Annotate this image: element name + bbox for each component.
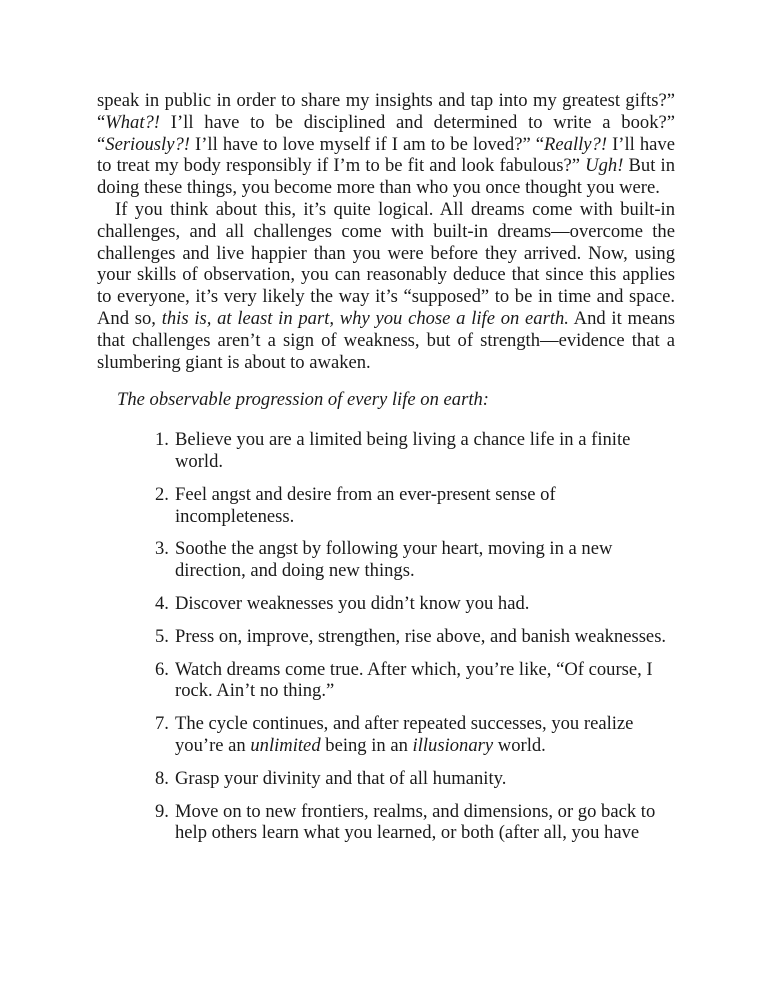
list-item <box>97 801 675 845</box>
list-number: 2. <box>155 483 169 505</box>
list-item <box>97 429 675 473</box>
text-run: speak in public in order to share my insights and tap into my greatest gifts?” “ <box>97 90 675 133</box>
list-item <box>97 538 675 582</box>
text-run: But in doing these things, you become more than who you once thought you were. <box>97 155 675 199</box>
list-number: 4. <box>155 592 169 614</box>
text-run: I’ll have to be disciplined and determined to write a book?” “ <box>97 111 675 155</box>
text-run: Feel angst and desire from an ever-present sense of incompleteness. <box>175 483 556 527</box>
italic-text: Really?! <box>544 133 608 155</box>
text-run: The cycle continues, and after repeated successes, you realize you’re an <box>175 713 634 756</box>
text-run: I’ll have to treat my body responsibly if I’m to be fit and look fabulous?” <box>97 133 675 177</box>
body-paragraph <box>97 199 675 373</box>
text-run: Discover weaknesses you didn’t know you had. <box>175 592 530 614</box>
text-run: Believe you are a limited being living a chance life in a finite world. <box>175 429 631 472</box>
italic-text: unlimited <box>250 734 321 756</box>
list-number: 6. <box>155 658 169 680</box>
list-number: 9. <box>155 800 169 822</box>
text-run: Watch dreams come true. After which, you’re like, “Of course, I rock. Ain’t no thing.” <box>175 658 653 702</box>
list-number: 8. <box>155 767 169 789</box>
list-item <box>97 768 675 790</box>
progression-list <box>97 429 675 844</box>
text-run: And it means that challenges aren’t a sign of weakness, but of strength—evidence that a slumbering giant is about to awaken. <box>97 307 676 373</box>
text-run: Move on to new frontiers, realms, and dimensions, or go back to help others learn what you learned, or both (after all, you have <box>175 800 656 844</box>
list-item <box>97 659 675 703</box>
list-item <box>97 626 675 648</box>
list-item <box>97 713 675 757</box>
italic-text: Ugh! <box>585 155 624 177</box>
list-item <box>97 484 675 528</box>
italic-text: Seriously?! <box>105 133 190 155</box>
text-run: I’ll have to love myself if I am to be loved?” “ <box>189 133 545 155</box>
list-number: 1. <box>155 429 169 451</box>
text-run: Press on, improve, strengthen, rise above, and banish weaknesses. <box>175 625 667 647</box>
italic-text: this is, at least in part, why you chose a life on earth. <box>161 307 569 329</box>
list-number: 7. <box>155 713 169 735</box>
text-run: Grasp your divinity and that of all humanity. <box>175 767 507 789</box>
text-run: world. <box>493 734 546 756</box>
italic-text: What?! <box>105 111 161 133</box>
list-number: 5. <box>155 625 169 647</box>
body-text <box>97 90 675 373</box>
body-paragraph <box>97 90 675 199</box>
list-heading: The observable progression of every life on earth: <box>117 389 489 411</box>
list-item <box>97 593 675 615</box>
list-number: 3. <box>155 538 169 560</box>
text-run: being in an <box>320 734 413 756</box>
text-run: If you think about this, it’s quite logical. All dreams come with built-in challenges, and all challenges come with built-in dreams—overcome the challenges and live happier than you were before they arrived. Now, using your skills of observation, you can reasonably deduce that since this applies to everyone, it’s very likely the way it’s “supposed” to be in time and space. And so, <box>97 198 675 329</box>
text-run: Soothe the angst by following your heart, moving in a new direction, and doing new things. <box>175 538 613 582</box>
book-page <box>97 90 675 855</box>
italic-text: illusionary <box>412 734 494 756</box>
